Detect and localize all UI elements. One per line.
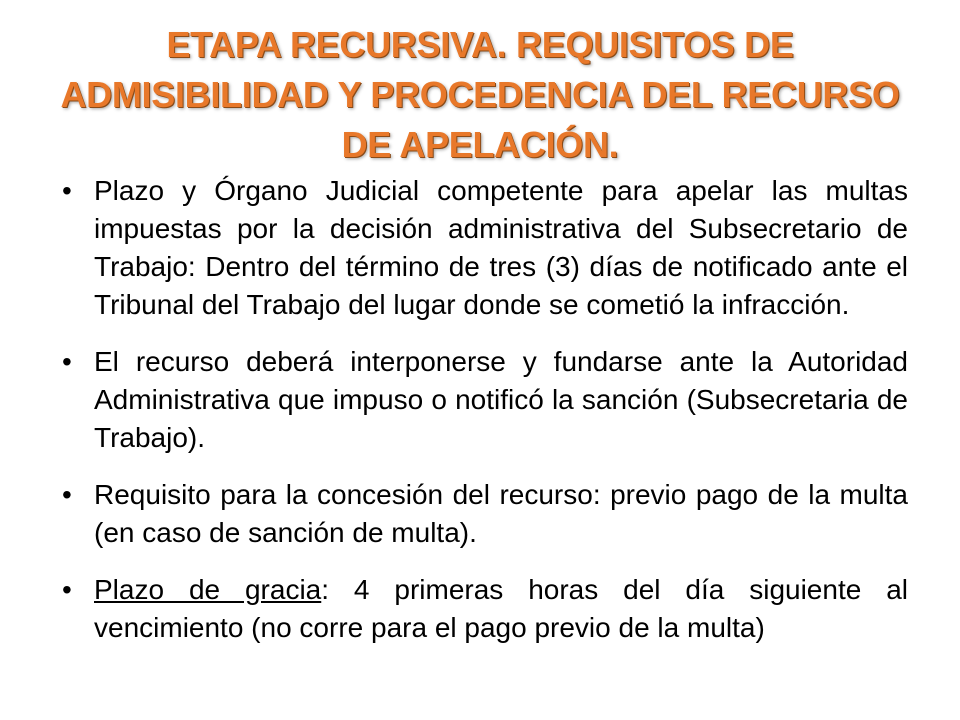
bullet-item-interposicion <box>62 343 908 457</box>
bullet-item-plazo-organo <box>62 172 908 324</box>
bullet-item-plazo-gracia <box>62 571 908 647</box>
bullet-text: El recurso deberá interponerse y fundarse ante la Autoridad Administrativa que impuso o notificó la sanción (Subsecretaria de Trabajo). <box>94 346 908 453</box>
bullet-dot-icon: • <box>62 346 72 377</box>
bullet-dot-icon: • <box>62 175 72 206</box>
bullet-item-requisito <box>62 476 908 552</box>
title-line-3: DE APELACIÓN. <box>341 124 619 165</box>
bullet-list <box>62 172 908 666</box>
bullet-text: Plazo y Órgano Judicial competente para apelar las multas impuestas por la decisión administrativa del Subsecretario de Trabajo: Dentro del término de tres (3) días de notificado ante el Tribunal del Trabajo del lugar donde se cometió la infracción. <box>94 175 908 320</box>
bullet-dot-icon: • <box>62 479 72 510</box>
bullet-underlined-label: Plazo de gracia <box>94 574 322 605</box>
bullet-text: : 4 primeras horas del día siguiente al vencimiento (no corre para el pago previo de la multa) <box>94 574 908 643</box>
slide-title <box>40 20 920 170</box>
title-line-1: ETAPA RECURSIVA. REQUISITOS DE <box>166 24 794 65</box>
bullet-text: Requisito para la concesión del recurso: previo pago de la multa (en caso de sanción de multa). <box>94 479 908 548</box>
bullet-dot-icon: • <box>62 574 72 605</box>
title-line-2: ADMISIBILIDAD Y PROCEDENCIA DEL RECURSO <box>60 74 900 115</box>
